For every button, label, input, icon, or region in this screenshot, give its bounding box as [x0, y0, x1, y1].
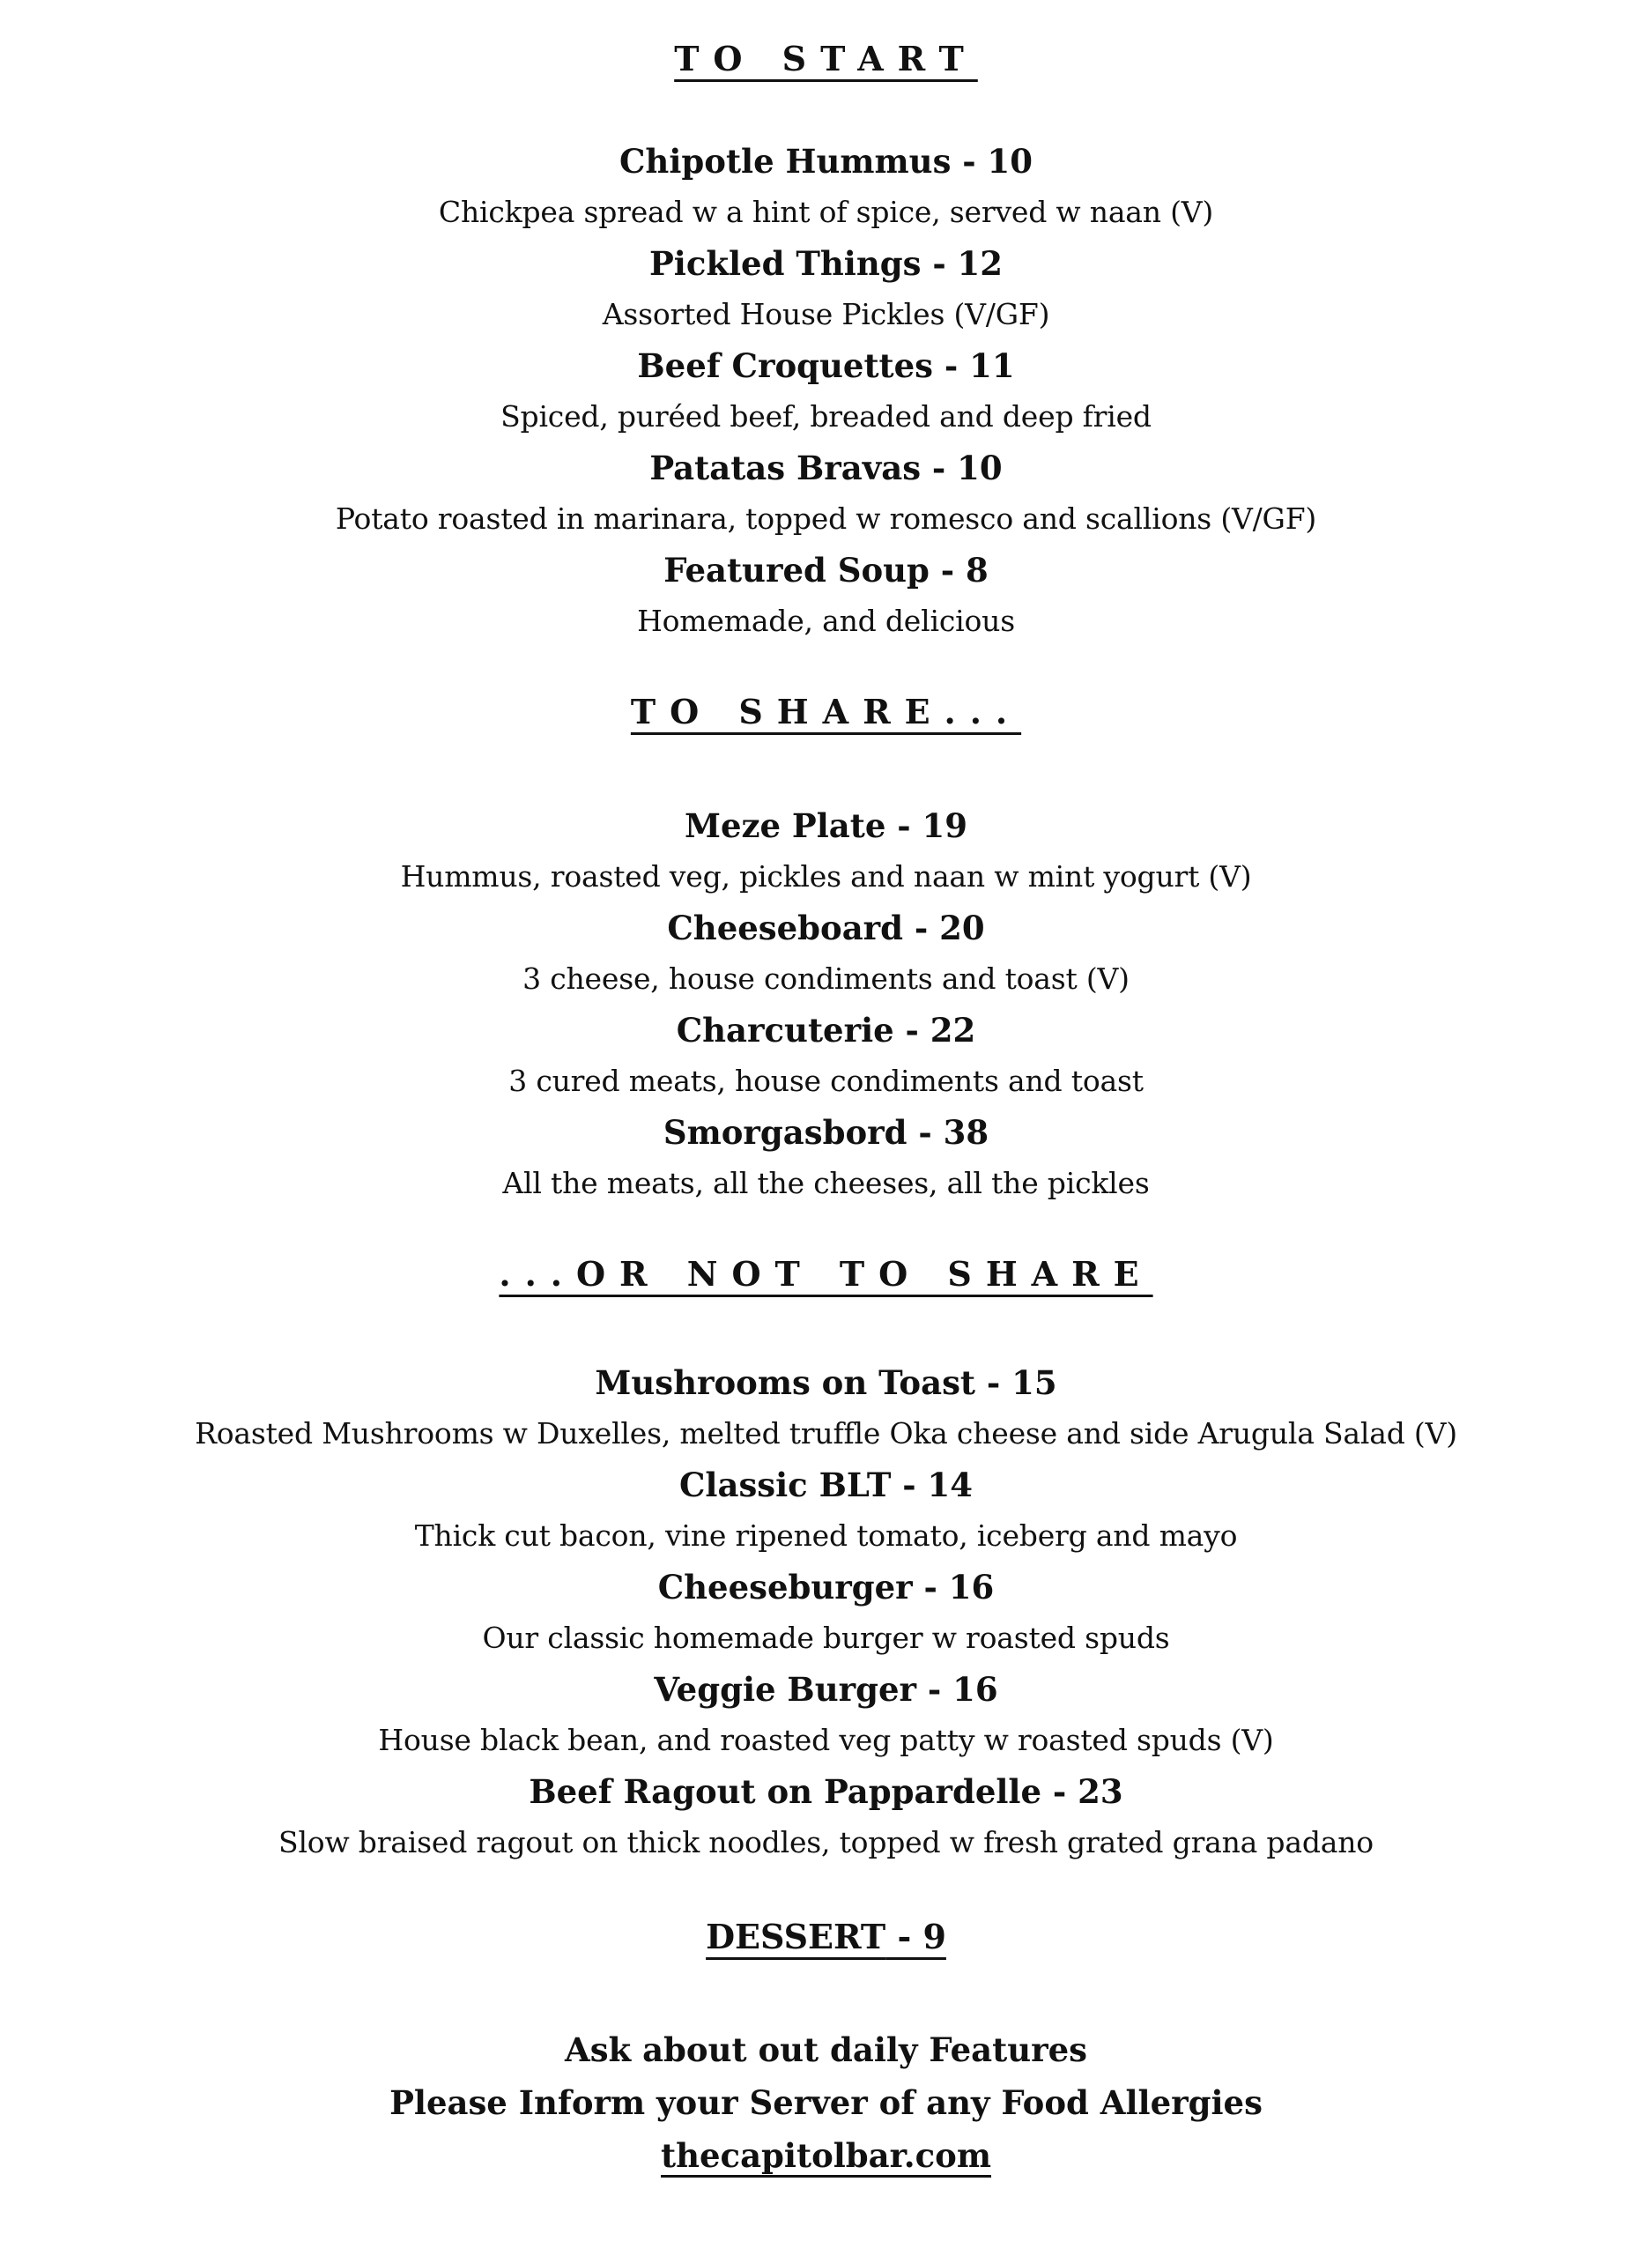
item-description: Hummus, roasted veg, pickles and naan w mint yogurt (V) [400, 859, 1252, 894]
section-header-to-share [0, 692, 1652, 731]
item-description: House black bean, and roasted veg patty w roasted spuds (V) [378, 1723, 1274, 1757]
item-name: Meze Plate - 19 [684, 806, 968, 845]
website-link[interactable]: thecapitolbar.com [661, 2136, 991, 2175]
item-description: All the meats, all the cheeses, all the pickles [502, 1166, 1150, 1200]
daily-features-note: Ask about out daily Features [565, 2030, 1087, 2069]
section-heading: TO START [674, 39, 978, 78]
item-name: Charcuterie - 22 [676, 1011, 976, 1050]
item-description: Roasted Mushrooms w Duxelles, melted truffle Oka cheese and side Arugula Salad (V) [195, 1416, 1457, 1451]
item-description: 3 cured meats, house condiments and toast [508, 1064, 1144, 1098]
item-name: Beef Croquettes - 11 [637, 346, 1015, 385]
section-heading: ...OR NOT TO SHARE [499, 1254, 1153, 1294]
dessert-heading [706, 1917, 946, 1956]
section-items-to-share [0, 800, 1652, 1209]
item-description: Assorted House Pickles (V/GF) [602, 297, 1050, 331]
item-description: Potato roasted in marinara, topped w romesco and scallions (V/GF) [335, 501, 1317, 536]
section-heading: TO SHARE... [630, 692, 1022, 731]
dessert-price: - 9 [885, 1917, 946, 1956]
item-name: Mushrooms on Toast - 15 [595, 1363, 1057, 1402]
item-name: Cheeseburger - 16 [657, 1568, 995, 1607]
item-description: Our classic homemade burger w roasted spuds [482, 1621, 1170, 1655]
section-header-or-not-to-share [0, 1254, 1652, 1294]
item-name: Cheeseboard - 20 [667, 909, 985, 947]
item-name: Veggie Burger - 16 [654, 1670, 998, 1709]
item-name: Patatas Bravas - 10 [649, 449, 1003, 487]
item-name: Smorgasbord - 38 [663, 1113, 989, 1152]
section-header-to-start [0, 39, 1652, 78]
section-items-to-start [0, 136, 1652, 647]
item-description: Spiced, puréed beef, breaded and deep fried [500, 399, 1152, 434]
footer [0, 2023, 1652, 2182]
item-description: Chickpea spread w a hint of spice, served w naan (V) [438, 195, 1214, 229]
item-name: Chipotle Hummus - 10 [619, 142, 1033, 181]
allergy-note: Please Inform your Server of any Food Allergies [389, 2083, 1263, 2122]
dessert-line [0, 1917, 1652, 1956]
item-description: Thick cut bacon, vine ripened tomato, iceberg and mayo [414, 1518, 1238, 1553]
item-name: Pickled Things - 12 [648, 244, 1004, 283]
section-items-or-not-to-share [0, 1357, 1652, 1868]
dessert-label: DESSERT [706, 1917, 886, 1956]
item-name: Beef Ragout on Pappardelle - 23 [529, 1772, 1123, 1811]
item-description: Homemade, and delicious [637, 604, 1015, 638]
item-name: Featured Soup - 8 [663, 551, 989, 590]
item-description: 3 cheese, house condiments and toast (V) [522, 961, 1130, 996]
item-description: Slow braised ragout on thick noodles, topped w fresh grated grana padano [278, 1825, 1374, 1859]
item-name: Classic BLT - 14 [678, 1466, 974, 1504]
